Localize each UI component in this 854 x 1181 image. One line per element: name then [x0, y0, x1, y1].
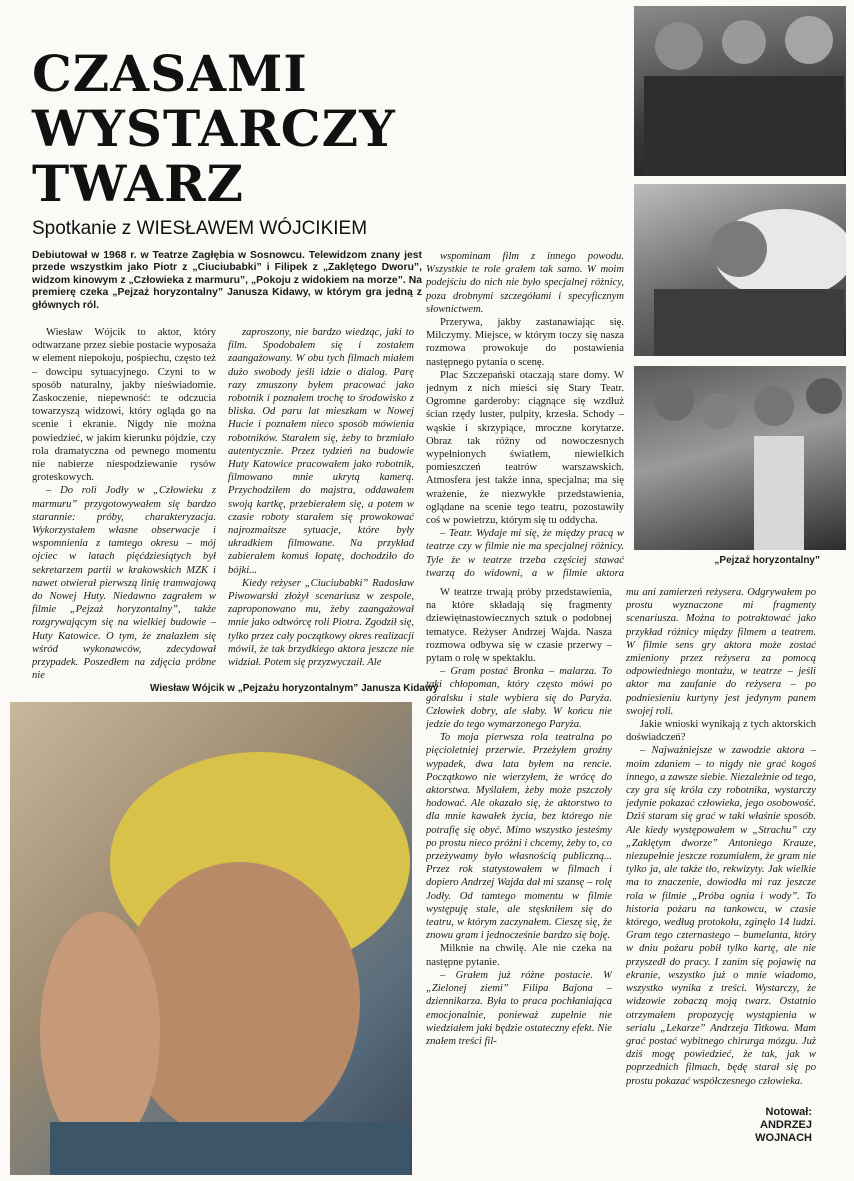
paragraph: – Grałem już różne postacie. W „Zielonej ziemi” Filipa Bajona – dziennikarza. Była to praca pochłaniająca emocjonalnie, ponieważ zupełnie nie wiedziałem jaki będzie ostateczny efekt. Nie znałem treści fil- — [426, 969, 612, 1047]
head-shape — [754, 386, 794, 426]
photo-group-scene — [634, 366, 846, 550]
text-column-1 — [32, 326, 216, 694]
photo-caption-main: Wiesław Wójcik w „Pejzażu horyzontalnym” Janusza Kidawy — [150, 683, 439, 694]
photo-actor-in-bed-illustration — [634, 184, 846, 356]
credit-line: ANDRZEJ — [760, 1119, 812, 1131]
text-column-3 — [426, 250, 624, 582]
photo-group-scene-illustration — [634, 366, 846, 550]
headline-line: TWARZ — [32, 154, 245, 213]
headline-line: WYSTARCZY — [32, 99, 396, 158]
credit-line: Notował: — [765, 1106, 812, 1118]
paragraph: Plac Szczepański otaczają stare domy. W jednym z nich mieści się Stary Teatr. Ogromne garderoby: ciągnące się wzdłuż ścian rzędy luster, pulpity, krzesła. Schody – wąskie i skrzypiące, mroczne korytarze. Obraz tak różny od nowoczesnych wypełnionych światłem, niewielkich pomieszczeń teatrów warszawskich. Atmosfera jest także inna, specjalna; ma się wrażenie, że niezwykłe przedstawienia, oglądane na scenie tego teatru, pozostawiły coś w powietrzu, którym się tu oddycha. — [426, 369, 624, 527]
head-shape — [654, 381, 694, 421]
author-credit — [700, 1106, 812, 1145]
paragraph: zaproszony, nie bardzo wiedząc, jaki to film. Spodobałem się i zostałem zaangażowany. W obu tych filmach miałem dużo swobody jeśli idzie o dialog. Parę razy zmuszony byłem pracować jako robotnik i poznałem trochę to środowisko z bliska. Od paru lat mieszkam w Nowej Hucie i poznałem nieco sposób mówienia robotników. Starałem się, żeby to brzmiało autentycznie. Przez tydzień na budowie Huty Katowice pracowałem jako robotnik, filmowano mnie ukrytą kamerą. Przychodziłem do majstra, oddawałem swoją kartkę, przebierałem się, a potem w czasie roboty starałem się prowokować najrozmaitsze sytuacje, które były ukradkiem filmowane. Na przykład zabierałem komuś łopatę, dochodziło do bójki... — [228, 327, 414, 576]
paragraph: – Do roli Jodły w „Człowieku z marmuru” przygotowywałem się bardzo starannie: próby, charakteryzacja. Wykorzystałem własne obserwacje i wspomnienia z tamtego okresu – mój ojciec w latach pięćdziesiątych był sekretarzem partii w krakowskich MZK i nawet otwierał pierwszą linię tramwajową do Nowej Huty. Niedawno zagrałem w filmie „Pejzaż horyzontalny”, także rozgrywającym się na wielkiej budowie – Huty Katowice. O tym, że znalazłem się wśród wykonawców, zdecydował przypadek. Poszedłem na zdjęcia próbne nie — [32, 485, 216, 682]
blanket-shape — [654, 289, 844, 356]
hand-shape — [40, 912, 160, 1152]
paragraph: Przerywa, jakby zastanawiając się. Milczymy. Miejsce, w którym toczy się nasza rozmowa prowokuje do postawienia następnego pytania o scenę. — [426, 317, 624, 368]
head-shape — [722, 20, 766, 64]
paragraph: Kiedy reżyser „Ciuciubabki” Radosław Piwowarski złożył scenariusz w zespole, zaproponowano mu, żeby zaangażował mnie jako odtwórcę roli Piotra. Zgodził się, tylko przez cały początkowy okres realizacji mówił, że tak brzydkiego aktora jeszcze nie widział. Potem się przyzwyczaił. Ale — [228, 577, 414, 669]
head-shape — [785, 16, 833, 64]
paragraph: Jakie wnioski wynikają z tych aktorskich doświadczeń? — [626, 719, 816, 744]
paragraph: mu ani zamierzeń reżysera. Odgrywałem po prostu wyznaczone mi fragmenty scenariusza. Można to potraktować jako przykład różnicy między filmem a teatrem. W filmie sens gry aktora może zostać zmieniony przez reżysera za pomocą odpowiedniego montażu, w teatrze – jeśli aktor ma zaufanie do reżysera – po podniesieniu kurtyny jest jedynym panem swojej roli. — [626, 587, 816, 717]
article-lead: Debiutował w 1968 r. w Teatrze Zagłębia w Sosnowcu. Telewidzom znany jest przede wszystkim jako Piotr z „Ciuciubabki” i Filipek z „Zaklętego Dworu”, widzom kinowym z „Człowieka z marmuru”, „Pokoju z widokiem na morze”. Na premierę czeka „Pejzaż horyzontalny” Janusza Kidawy, w którym gra jedną z głównych ról. — [32, 250, 422, 311]
paragraph: To moja pierwsza rola teatralna po pięcioletniej przerwie. Przeżyłem groźny wypadek, dwa lata byłem na rencie. Początkowo nie wierzyłem, że wrócę do aktorstwa. Myślałem, żeby może pszczoły hodować. Ale okazało się, że aktorstwo to dla mnie kawałek życia, bez którego nie potrafię się obyć. Mimo wszystko jesteśmy po prostu nieco próżni i chcemy, żeby to, co przeżywamy było własnością publiczną... Przez rok statystowałem w filmach i dopiero Andrzej Wajda dał mi szansę – rolę Jodły. Od tamtego momentu w filmie występuję stale, ale stęskniłem się do teatru, w którym zaczynałem. Cieszę się, że znowu gram i jednocześnie bardzo się boję. — [426, 732, 612, 942]
text-column-2 — [228, 326, 414, 694]
credit-line: WOJNACH — [755, 1132, 812, 1144]
paragraph: – Najważniejsze w zawodzie aktora – moim zdaniem – to nigdy nie grać kogoś innego, a zawsze siebie. Niezależnie od tego, czy gra się króla czy robotnika, wystarczy jedynie pokazać człowieka, jego osobowość. Dziś staram się grać w taki właśnie sposób. Ale kiedy występowałem w „Strachu” czy „Zaklętym dworze” Antoniego Krauze, niezupełnie jeszcze rozumiałem, że gram nie tylko ja, ale także tło, rekwizyty. Jak wielkie ma to znaczenie, dowiodła mi raz jeszcze rola w filmie „Próba ognia i wody”. To historia pożaru na tankowcu, w czasie którego, według protokołu, zginęło 14 ludzi. Gram tego czternastego – bumelanta, który w dniu pożaru pobił tylko kartę, ale nie przyszedł do pracy. I zanim się pojawię na ekranie, wszystko już o mnie wiadomo, wszystko wynika z treści. Wystarczy, że widzowie zobaczą moją twarz. Ostatnio otrzymałem propozycję wystąpienia w serialu „Lekarze” Andrzeja Titkowa. Mam grać postać wybitnego chirurga mózgu. Już dziś mogę powiedzieć, że tak, jak w poprzednich filmach, będę starał się po prostu pokazać współczesnego człowieka. — [626, 745, 816, 1087]
text-column-5 — [626, 586, 816, 1101]
photo-actor-helmet-illustration — [10, 702, 412, 1175]
article-subtitle: Spotkanie z WIESŁAWEM WÓJCIKIEM — [32, 218, 368, 239]
photo-actor-helmet — [10, 702, 412, 1175]
photo-actor-in-bed — [634, 184, 846, 356]
white-coat-shape — [754, 436, 804, 550]
article-headline — [32, 46, 502, 211]
paragraph: Wiesław Wójcik to aktor, który odtwarzane przez siebie postacie wyposaża w element niepokoju, pośpiechu, często też – dowcipu sytuacyjnego. Czyni to w sposób naturalny, jakby nieświadomie. Zaskoczenie, niepewność: te odczucia towarzyszą widzowi, który ogląda go na scenie i ekranie. Nigdy nie można powiedzieć, w jakim kierunku pójdzie, czy rola dramatyczna od pewnego momentu nie nabierze niespodziewanie rysów groteskowych. — [32, 327, 216, 484]
head-shape — [806, 378, 842, 414]
text-column-4 — [426, 586, 612, 1152]
paragraph: Milknie na chwilę. Ale nie czeka na następne pytanie. — [426, 943, 612, 968]
headline-line: CZASAMI — [32, 44, 308, 103]
head-shape — [711, 221, 767, 277]
paragraph: – Teatr. Wydaje mi się, że między pracą w teatrze czy w filmie nie ma specjalnej różnicy. Tyle że w teatrze trzeba częściej stawać twarzą do widowni, a w filmie aktora — [426, 528, 624, 579]
paragraph: W teatrze trwają próby przedstawienia, na które składają się fragmenty dziewiętnastowiecznych sztuk o podobnej tematyce. Reżyser Andrzej Wajda. Nasza rozmowa odbywa się w czasie przerwy – pytam o rolę w spektaklu. — [426, 587, 612, 665]
photo-three-men — [634, 6, 846, 176]
head-shape — [701, 393, 737, 429]
photo-caption-side: „Pejzaż horyzontalny” — [714, 555, 820, 566]
head-shape — [655, 22, 703, 70]
paragraph: wspominam film z innego powodu. Wszystkie te role grałem tak samo. W moim podejściu do nich nie było specjalnej różnicy, poza drobnymi szczegółami i specyficznym słownictwem. — [426, 251, 624, 315]
bodies-shape — [644, 76, 844, 176]
paragraph: – Gram postać Bronka – malarza. To taki chłopoman, który często mówi po góralsku i stale wybiera się do Paryża. Człowiek dobry, ale słaby. W końcu nie jedzie do tego wymarzonego Paryża. — [426, 666, 612, 731]
photo-three-men-illustration — [634, 6, 846, 176]
shirt-shape — [50, 1122, 410, 1175]
